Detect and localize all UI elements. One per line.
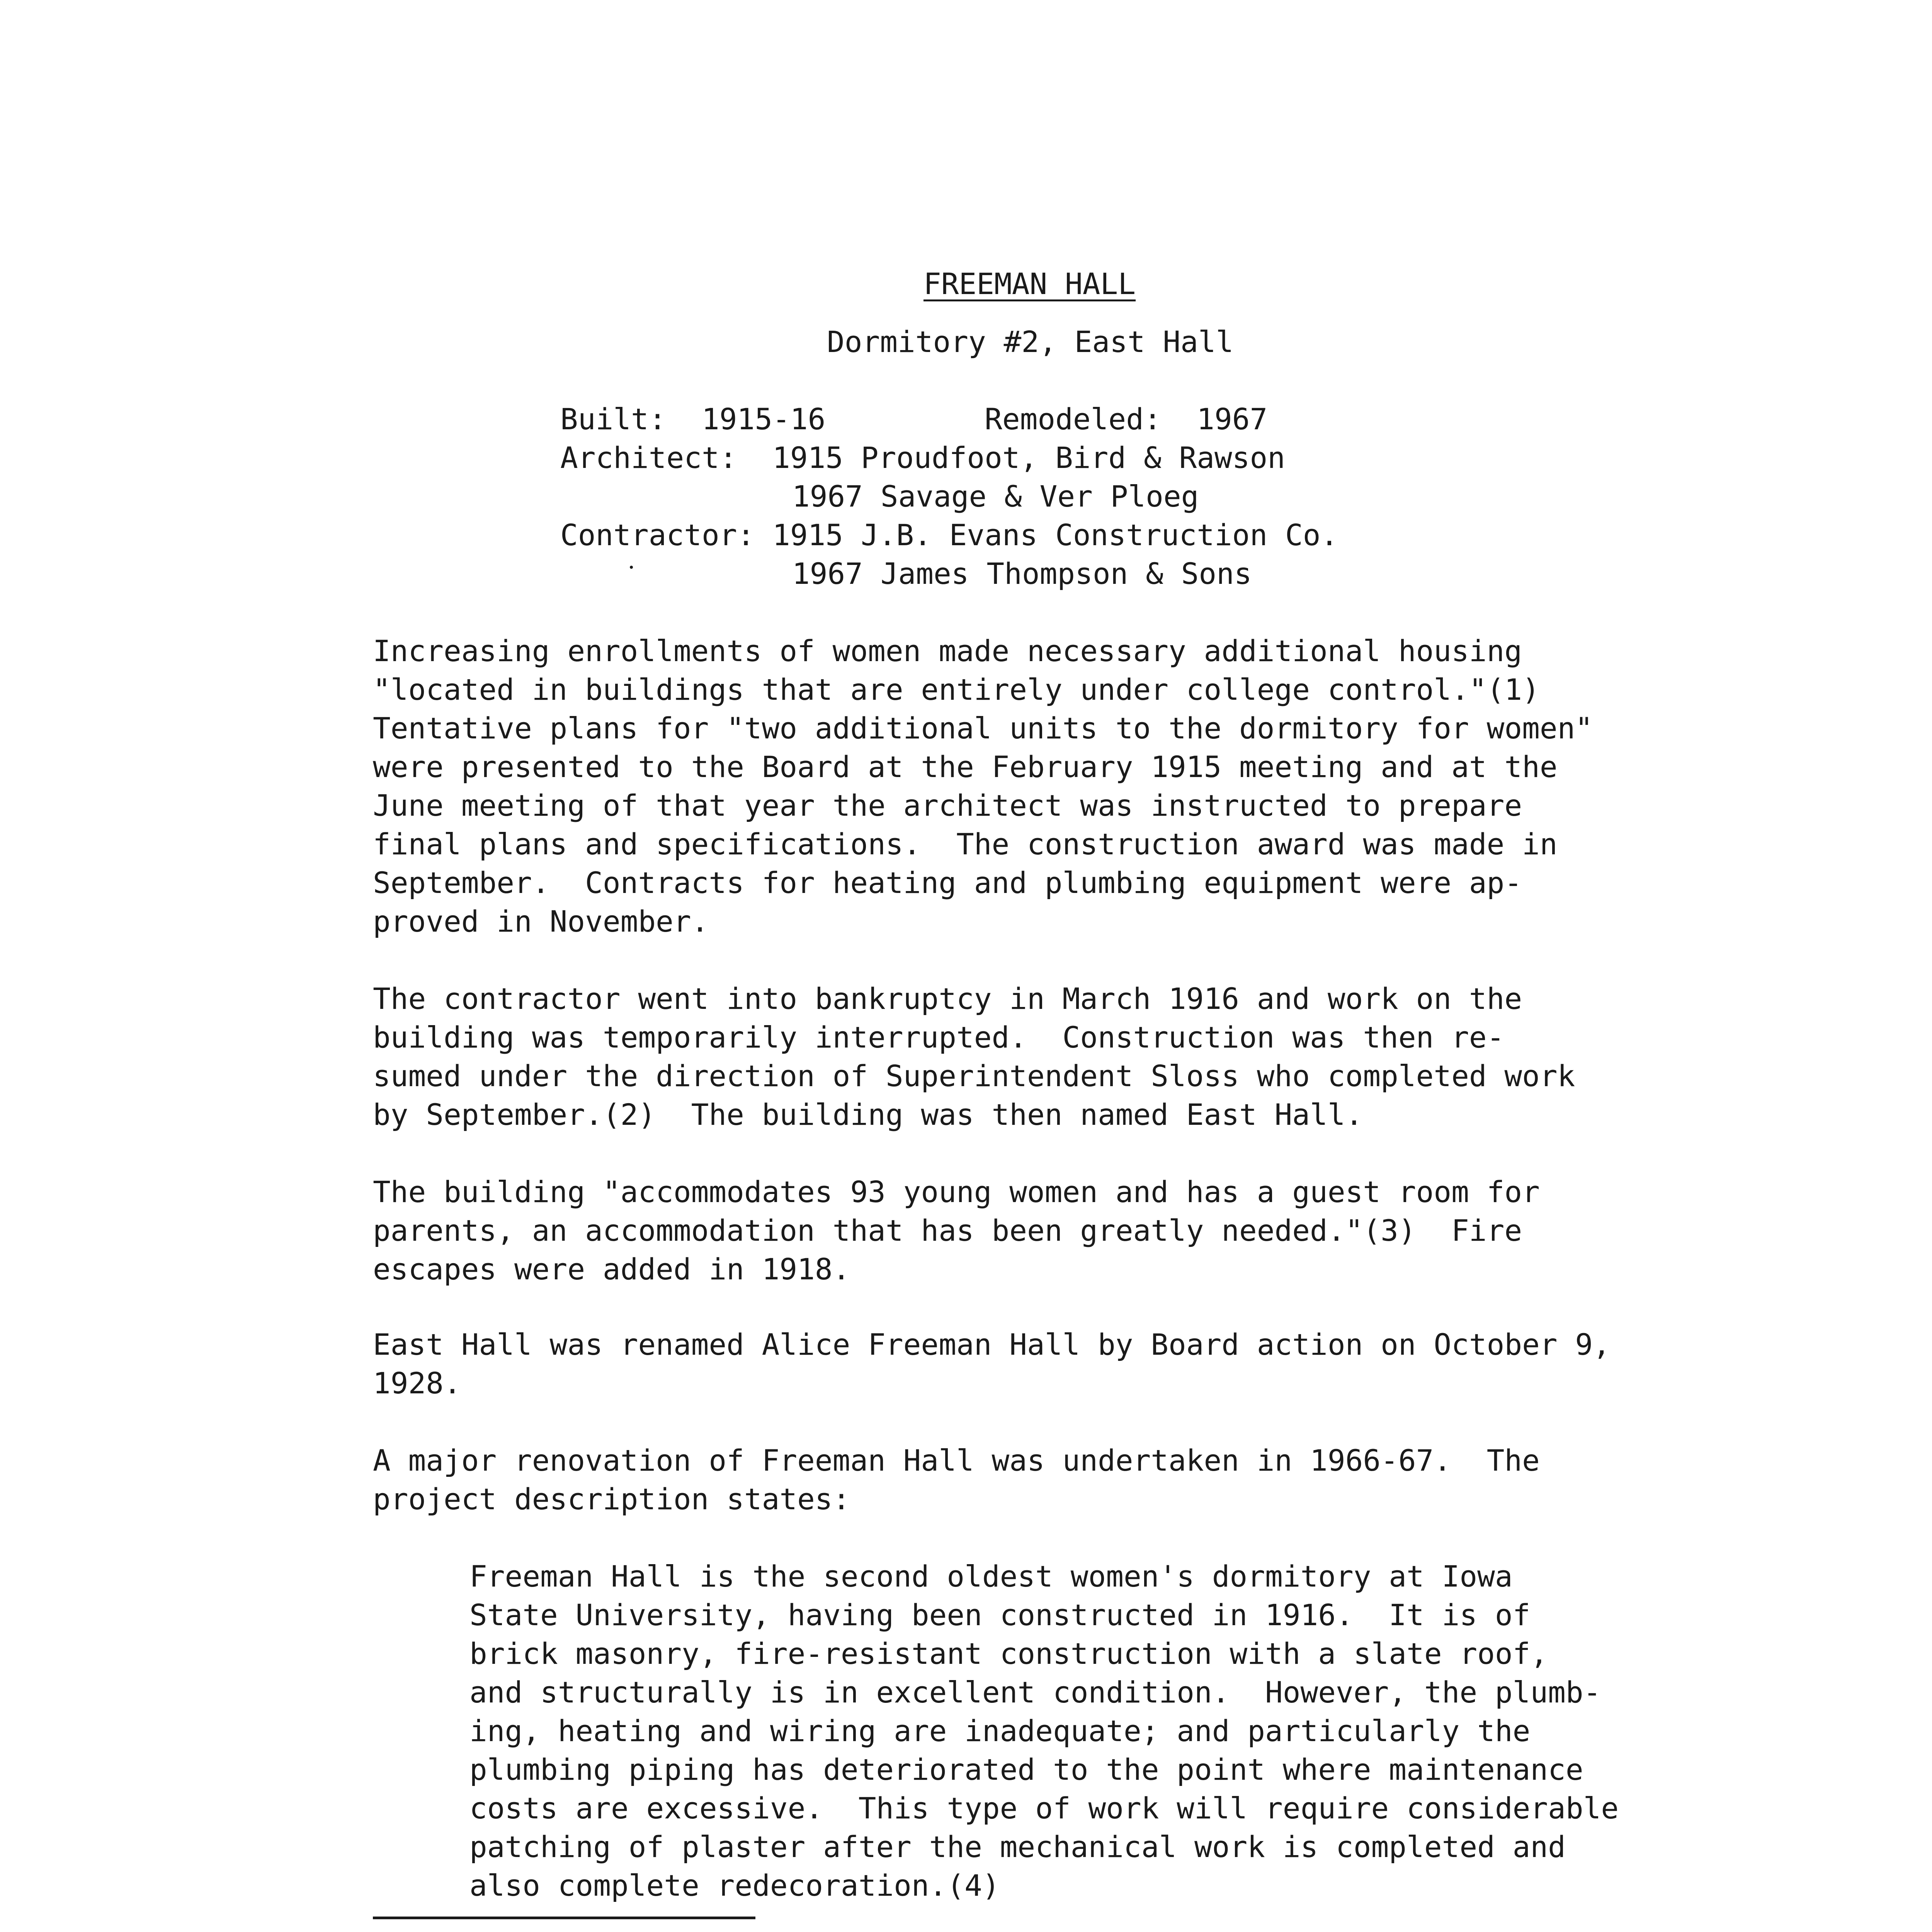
paragraph-1-line: "located in buildings that are entirely under college control."(1) xyxy=(373,672,1540,707)
quote-line: patching of plaster after the mechanical work is completed and xyxy=(469,1830,1566,1864)
quote-line: ing, heating and wiring are inadequate; and particularly the xyxy=(469,1714,1531,1748)
quote-line: plumbing piping has deteriorated to the point where maintenance xyxy=(469,1752,1583,1787)
paragraph-1-line: proved in November. xyxy=(373,904,709,939)
page-title: FREEMAN HALL xyxy=(923,267,1136,301)
paragraph-1-line: were presented to the Board at the February 1915 meeting and at the xyxy=(373,750,1558,784)
quote-line: and structurally is in excellent condition. However, the plumb- xyxy=(469,1675,1601,1709)
paragraph-3-line: parents, an accommodation that has been greatly needed."(3) Fire xyxy=(373,1213,1522,1248)
quote-line: State University, having been constructed in 1916. It is of xyxy=(469,1598,1531,1632)
paragraph-5-line: project description states: xyxy=(373,1482,850,1516)
contractor-line-1: Contractor: 1915 J.B. Evans Construction Co. xyxy=(560,518,1338,552)
paragraph-1-line: final plans and specifications. The construction award was made in xyxy=(373,827,1558,861)
paragraph-2-line: building was temporarily interrupted. Construction was then re- xyxy=(373,1020,1505,1054)
paragraph-1-line: September. Contracts for heating and plumbing equipment were ap- xyxy=(373,866,1522,900)
paragraph-4-line: 1928. xyxy=(373,1366,461,1400)
paragraph-4-line: East Hall was renamed Alice Freeman Hall by Board action on October 9, xyxy=(373,1327,1611,1362)
paragraph-2-line: The contractor went into bankruptcy in March 1916 and work on the xyxy=(373,981,1522,1016)
architect-line-2: 1967 Savage & Ver Ploeg xyxy=(792,479,1199,514)
paragraph-1-line: Tentative plans for "two additional units to the dormitory for women" xyxy=(373,711,1593,745)
paragraph-5-line: A major renovation of Freeman Hall was undertaken in 1966-67. The xyxy=(373,1443,1540,1478)
paragraph-2-line: sumed under the direction of Superintendent Sloss who completed work xyxy=(373,1059,1575,1093)
footnote-divider xyxy=(373,1917,755,1919)
stray-mark xyxy=(630,566,633,569)
built-remodeled-line: Built: 1915-16 Remodeled: 1967 xyxy=(560,402,1268,436)
quote-line: costs are excessive. This type of work will require considerable xyxy=(469,1791,1619,1825)
architect-line-1: Architect: 1915 Proudfoot, Bird & Rawson xyxy=(560,440,1285,475)
paragraph-2-line: by September.(2) The building was then named East Hall. xyxy=(373,1097,1363,1132)
contractor-line-2: 1967 James Thompson & Sons xyxy=(792,556,1252,591)
paragraph-1-line: June meeting of that year the architect was instructed to prepare xyxy=(373,788,1522,823)
quote-line: brick masonry, fire-resistant construction with a slate roof, xyxy=(469,1636,1548,1671)
page-subtitle: Dormitory #2, East Hall xyxy=(827,325,1234,359)
paragraph-3-line: The building "accommodates 93 young women and has a guest room for xyxy=(373,1175,1540,1209)
paragraph-1-line: Increasing enrollments of women made necessary additional housing xyxy=(373,634,1522,668)
quote-line: Freeman Hall is the second oldest women's dormitory at Iowa xyxy=(469,1559,1513,1594)
quote-line: also complete redecoration.(4) xyxy=(469,1868,1000,1903)
paragraph-3-line: escapes were added in 1918. xyxy=(373,1252,850,1286)
